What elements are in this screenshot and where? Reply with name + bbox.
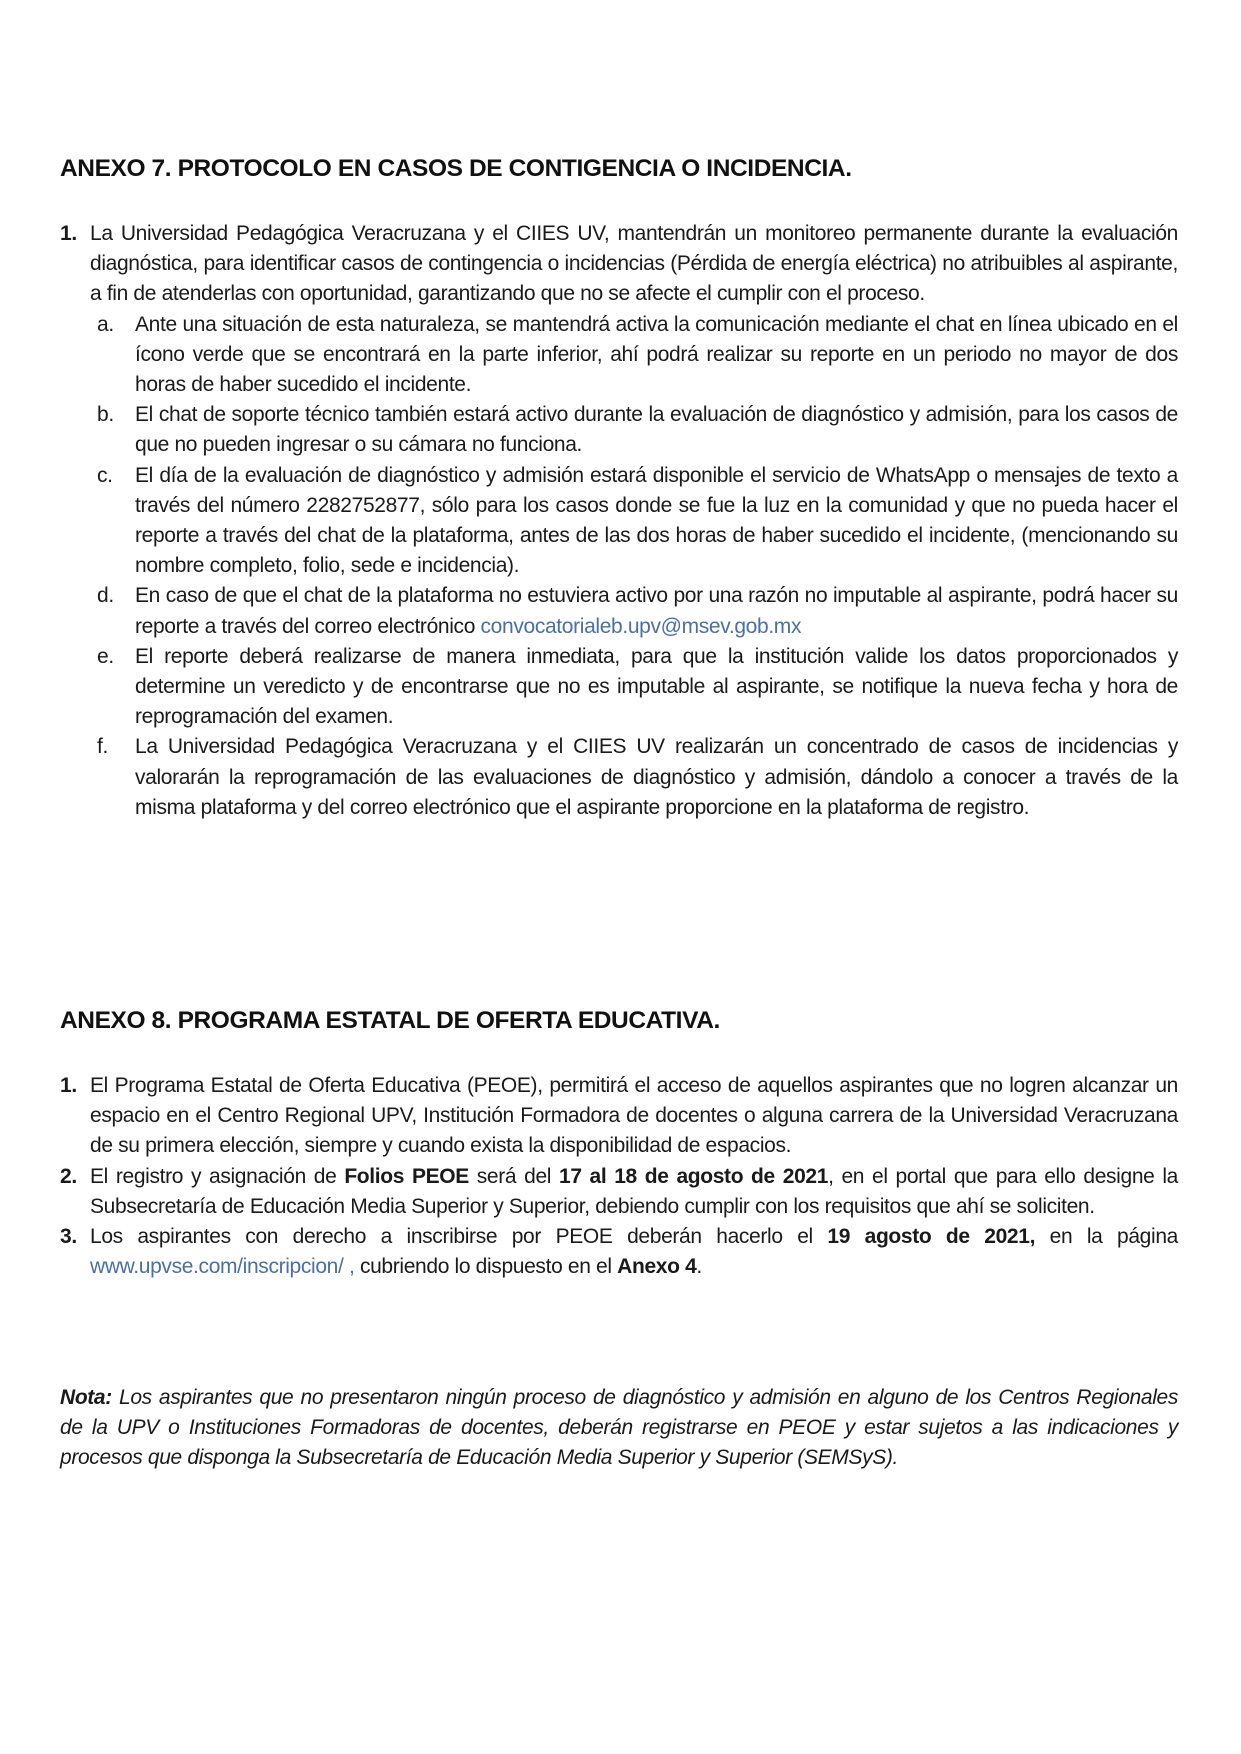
item-text: cubriendo lo dispuesto en el <box>354 1255 618 1279</box>
subitem-text: En caso de que el chat de la plataforma no estuviera activo por una razón no imputable al aspirante, podrá hacer su reporte a través del correo electrónico <box>135 584 1178 638</box>
item-text: . <box>696 1255 702 1279</box>
item-text: El Programa Estatal de Oferta Educativa (PEOE), permitirá el acceso de aquellos aspirantes que no logren alcanzar un espacio en el Centro Regional UPV, Institución Formadora de docentes o alguna carrera de la Universidad Veracruzana de su primera elección, siempre y cuando exista la disponibilidad de espacios. <box>90 1074 1178 1158</box>
email-link[interactable]: convocatorialeb.upv@msev.gob.mx <box>480 614 802 638</box>
item-text: La Universidad Pedagógica Veracruzana y el CIIES UV, mantendrán un monitoreo permanente durante la evaluación diagnóstica, para identificar casos de contingencia o incidencias (Pérdida de energía eléctrica) no atribuibles al aspirante, a fin de atenderlas con oportunidad, garantizando que no se afecte el cumplir con el proceso. <box>90 222 1178 306</box>
anexo-8-item-3 <box>60 1222 1178 1282</box>
anexo-7-subitem-e <box>60 642 1178 733</box>
anexo-7-heading: ANEXO 7. PROTOCOLO EN CASOS DE CONTIGENCIA O INCIDENCIA. <box>60 155 852 182</box>
subitem-letter: f. <box>97 735 108 759</box>
item-text: , en el portal que para ello designe la Subsecretaría de Educación Media Superior y Superior, debiendo cumplir con los requisitos que ahí se soliciten. <box>90 1164 1179 1218</box>
anexo-8-item-1 <box>60 1071 1178 1162</box>
anexo-8-item-2 <box>60 1162 1178 1222</box>
item-number: 2. <box>60 1164 77 1188</box>
anexo-7-subitem-c <box>60 461 1178 582</box>
subitem-text: El reporte deberá realizarse de manera inmediata, para que la institución valide los datos proporcionados y determine un veredicto y de encontrarse que no es imputable al aspirante, se notifique la nueva fecha y hora de reprogramación del examen. <box>135 644 1178 729</box>
anexo-7-subitem-f <box>60 732 1178 823</box>
anexo-8-heading: ANEXO 8. PROGRAMA ESTATAL DE OFERTA EDUCATIVA. <box>60 1007 720 1034</box>
note-text: Los aspirantes que no presentaron ningún proceso de diagnóstico y admisión en alguno de los Centros Regionales de la UPV o Instituciones Formadoras de docentes, deberán registrarse en PEOE y estar sujetos a las indicaciones y procesos que disponga la Subsecretaría de Educación Media Superior y Superior (SEMSyS). <box>60 1386 1178 1470</box>
enrollment-date-bold: 19 agosto de 2021, <box>827 1225 1036 1249</box>
item-number: 1. <box>60 1074 77 1097</box>
subitem-letter: b. <box>97 403 114 427</box>
item-text: Los aspirantes con derecho a inscribirse por PEOE deberán hacerlo el <box>90 1225 828 1249</box>
subitem-text: El chat de soporte técnico también estará activo durante la evaluación de diagnóstico y admisión, para los casos de que no pueden ingresar o su cámara no funciona. <box>135 403 1178 457</box>
inscription-url-link[interactable]: www.upvse.com/inscripcion/ , <box>90 1255 355 1279</box>
subitem-text: El día de la evaluación de diagnóstico y admisión estará disponible el servicio de WhatsApp o mensajes de texto a través del número 2282752877, sólo para los casos donde se fue la luz en la comunidad y que no pueda hacer el reporte a través del chat de la plataforma, antes de las dos horas de haber sucedido el incidente, (mencionando su nombre completo, folio, sede e incidencia). <box>135 463 1178 578</box>
item-text: El registro y asignación de <box>90 1164 345 1188</box>
item-text: en la página <box>1035 1225 1178 1249</box>
anexo-7-list <box>60 219 1178 823</box>
anexo-7-subitem-a <box>60 310 1178 401</box>
item-number: 3. <box>60 1225 77 1249</box>
subitem-letter: e. <box>97 644 114 668</box>
folios-peoe-bold: Folios PEOE <box>344 1164 469 1188</box>
item-number: 1. <box>60 222 77 245</box>
subitem-letter: a. <box>97 312 114 336</box>
anexo-8-list <box>60 1071 1178 1282</box>
subitem-letter: d. <box>97 584 114 608</box>
anexo-7-subitem-b <box>60 400 1178 460</box>
anexo-4-bold: Anexo 4 <box>617 1255 697 1279</box>
note-label: Nota: <box>60 1386 112 1409</box>
note-paragraph <box>60 1383 1178 1474</box>
item-text: será del <box>468 1164 559 1188</box>
anexo-7-item-1 <box>60 219 1178 310</box>
registration-dates-bold: 17 al 18 de agosto de 2021 <box>558 1164 829 1188</box>
subitem-text: La Universidad Pedagógica Veracruzana y el CIIES UV realizarán un concentrado de casos de incidencias y valorarán la reprogramación de las evaluaciones de diagnóstico y admisión, dándolo a conocer a través de la misma plataforma y del correo electrónico que el aspirante proporcione en la plataforma de registro. <box>135 735 1178 819</box>
subitem-text: Ante una situación de esta naturaleza, se mantendrá activa la comunicación mediante el chat en línea ubicado en el ícono verde que se encontrará en la parte inferior, ahí podrá realizar su reporte en un periodo no mayor de dos horas de haber sucedido el incidente. <box>135 312 1178 397</box>
subitem-letter: c. <box>97 463 113 487</box>
anexo-7-subitem-d <box>60 581 1178 641</box>
